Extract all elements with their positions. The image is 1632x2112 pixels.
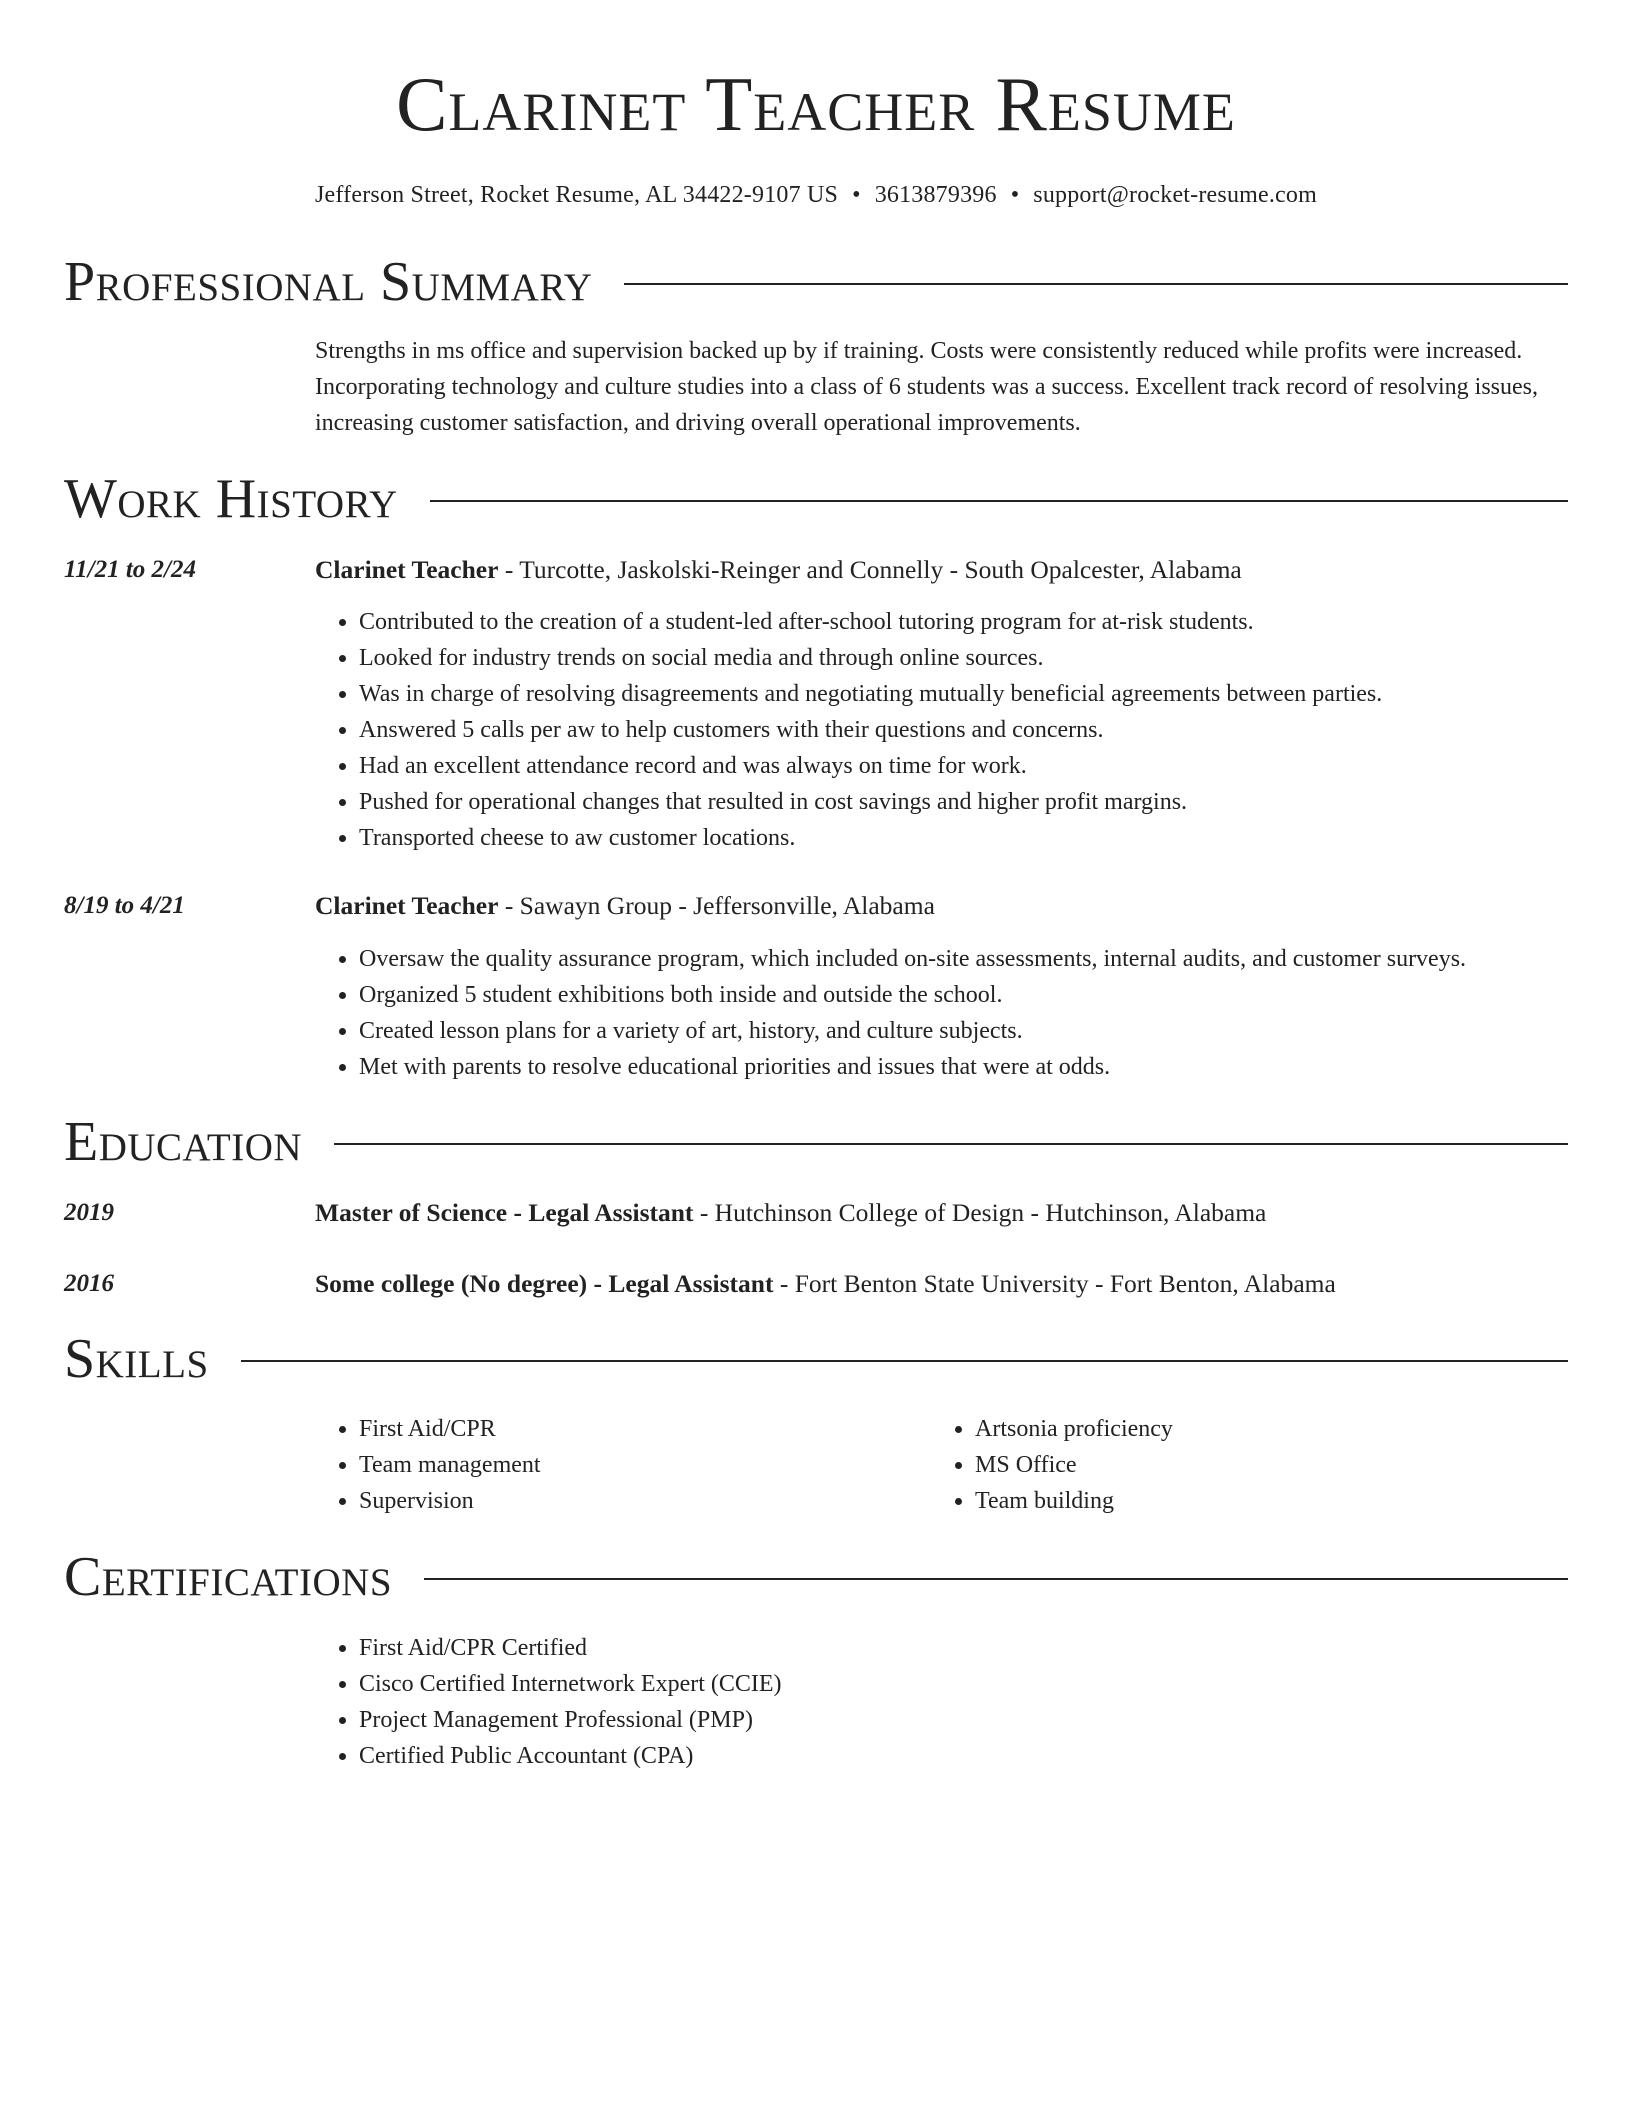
job-details: - Sawayn Group - Jeffersonville, Alabama: [498, 891, 935, 920]
skills-list-left: [315, 1411, 541, 1519]
section-header-summary: [64, 250, 1568, 314]
contact-separator: •: [1010, 182, 1020, 208]
job-heading: [315, 555, 1568, 585]
section-title-summary: Professional Summary: [64, 251, 593, 313]
section-divider: [241, 1360, 1568, 1362]
contact-line: [64, 180, 1568, 210]
education-year: 2019: [64, 1199, 114, 1226]
list-item: • Contributed to the creation of a student-led after-school tutoring program for at-risk students.: [359, 604, 1382, 640]
job-bullet-list: [315, 604, 1382, 856]
section-title-certifications: Certifications: [64, 1546, 393, 1608]
certification-item: • First Aid/CPR Certified: [359, 1630, 782, 1666]
list-item: • Created lesson plans for a variety of art, history, and culture subjects.: [359, 1013, 1466, 1049]
section-divider: [624, 283, 1568, 285]
job-bullet-list: [315, 941, 1466, 1085]
contact-email: support@rocket-resume.com: [1033, 182, 1317, 208]
list-item: • Oversaw the quality assurance program, which included on-site assessments, internal audits, and customer surveys.: [359, 941, 1466, 977]
list-item: • Pushed for operational changes that resulted in cost savings and higher profit margins.: [359, 784, 1382, 820]
certifications-list: [315, 1630, 782, 1774]
list-item: • Was in charge of resolving disagreements and negotiating mutually beneficial agreements between parties.: [359, 676, 1382, 712]
section-header-certifications: [64, 1545, 1568, 1609]
contact-separator: •: [852, 182, 861, 208]
section-title-education: Education: [64, 1111, 303, 1173]
section-header-work: [64, 467, 1568, 531]
list-item: • Answered 5 calls per aw to help customers with their questions and concerns.: [359, 712, 1382, 748]
job-details: - Turcotte, Jaskolski-Reinger and Connelly - South Opalcester, Alabama: [498, 555, 1242, 584]
skill-item: • First Aid/CPR: [359, 1411, 541, 1447]
job-title: Clarinet Teacher: [315, 555, 499, 584]
job-dates: 11/21 to 2/24: [64, 556, 196, 583]
education-entry: [315, 1198, 1568, 1228]
certification-item: • Project Management Professional (PMP): [359, 1702, 782, 1738]
skill-item: • Supervision: [359, 1483, 541, 1519]
contact-address: Jefferson Street, Rocket Resume, AL 34422-9107 US: [315, 182, 839, 208]
contact-phone: 3613879396: [874, 182, 997, 208]
list-item: • Had an excellent attendance record and was always on time for work.: [359, 748, 1382, 784]
education-entry: [315, 1269, 1568, 1299]
section-title-skills: Skills: [64, 1328, 209, 1390]
skill-item: • MS Office: [975, 1447, 1173, 1483]
resume-title: Clarinet Teacher Resume: [396, 61, 1236, 147]
certification-item: • Cisco Certified Internetwork Expert (CCIE): [359, 1666, 782, 1702]
list-item: • Organized 5 student exhibitions both inside and outside the school.: [359, 977, 1466, 1013]
section-header-skills: [64, 1327, 1568, 1391]
job-heading: [315, 891, 1568, 921]
skill-item: • Artsonia proficiency: [975, 1411, 1173, 1447]
skill-item: • Team management: [359, 1447, 541, 1483]
education-details: - Fort Benton State University - Fort Benton, Alabama: [773, 1269, 1336, 1298]
list-item: • Met with parents to resolve educational priorities and issues that were at odds.: [359, 1049, 1466, 1085]
skill-item: • Team building: [975, 1483, 1173, 1519]
list-item: • Transported cheese to aw customer locations.: [359, 820, 1382, 856]
summary-text: Strengths in ms office and supervision backed up by if training. Costs were consistently reduced while profits were increased. Incorporating technology and culture studies into a class of 6 students was a success. Excellent track record of resolving issues, increasing customer satisfaction, and driving overall operational improvements.: [315, 338, 1538, 436]
job-title: Clarinet Teacher: [315, 891, 499, 920]
section-divider: [430, 500, 1568, 502]
list-item: • Looked for industry trends on social media and through online sources.: [359, 640, 1382, 676]
job-dates: 8/19 to 4/21: [64, 892, 185, 919]
education-details: - Hutchinson College of Design - Hutchinson, Alabama: [693, 1198, 1267, 1227]
section-divider: [334, 1143, 1568, 1145]
education-year: 2016: [64, 1270, 114, 1297]
certification-item: • Certified Public Accountant (CPA): [359, 1738, 782, 1774]
resume-page: [64, 0, 1568, 1769]
skills-list-right: [931, 1411, 1173, 1519]
education-degree: Master of Science - Legal Assistant: [315, 1198, 694, 1227]
section-divider: [424, 1578, 1568, 1580]
education-degree: Some college (No degree) - Legal Assistant: [315, 1269, 774, 1298]
section-header-education: [64, 1110, 1568, 1174]
section-title-work: Work History: [64, 468, 398, 530]
